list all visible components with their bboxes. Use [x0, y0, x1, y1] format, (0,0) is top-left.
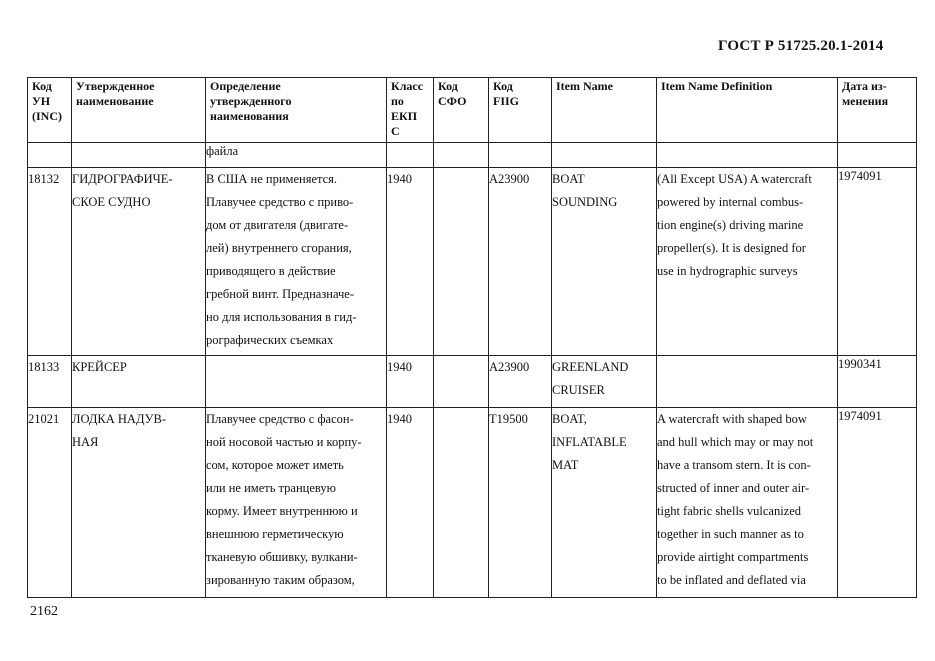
table-row	[28, 408, 917, 598]
text-line: structed of inner and outer air-	[657, 481, 810, 495]
text-line: дом от двигателя (двигате-	[206, 218, 349, 232]
text-line: tion engine(s) driving marine	[657, 218, 804, 232]
text-line: provide airtight compartments	[657, 550, 809, 564]
sfo-code-cell	[434, 356, 489, 408]
header-fiig-code	[489, 78, 552, 143]
sfo-code-cell	[434, 408, 489, 598]
header-label-line: ЕКП	[391, 109, 418, 123]
text-line: гребной винт. Предназначе-	[206, 287, 355, 301]
change-date-cell	[838, 408, 917, 598]
text-line: A watercraft with shaped bow	[657, 412, 807, 426]
cell-value: 18133	[28, 360, 60, 374]
header-item-name	[552, 78, 657, 143]
cell-value: 1974091	[838, 169, 882, 183]
text-line: have a transom stern. It is con-	[657, 458, 811, 472]
header-label-line: утвержденного	[210, 94, 292, 108]
header-label-line: Код	[438, 79, 458, 93]
text-line: Плавучее средство с приво-	[206, 195, 354, 209]
approved-name-cell	[72, 356, 206, 408]
cell-value: 21021	[28, 412, 60, 426]
inc-cell	[28, 408, 72, 598]
inc-cell	[28, 168, 72, 356]
text-line: use in hydrographic surveys	[657, 264, 798, 278]
header-change-date	[838, 78, 917, 143]
cell-value: 1990341	[838, 357, 882, 371]
header-label-line: Дата из-	[842, 79, 887, 93]
header-label-line: Item Name Definition	[661, 79, 773, 93]
text-line: но для использования в гид-	[206, 310, 357, 324]
fiig-code-cell	[489, 168, 552, 356]
text-line: propeller(s). It is designed for	[657, 241, 806, 255]
item-name-cell	[552, 356, 657, 408]
header-label-line: СФО	[438, 94, 467, 108]
cell-value: A23900	[489, 360, 530, 374]
text-line: powered by internal combus-	[657, 195, 804, 209]
text-line: КРЕЙСЕР	[72, 360, 127, 374]
fiig-code-cell	[489, 356, 552, 408]
document-code: ГОСТ Р 51725.20.1-2014	[718, 38, 884, 54]
inc-cell	[28, 356, 72, 408]
approved-definition-cell	[206, 356, 387, 408]
text-line: или не иметь транцевую	[206, 481, 336, 495]
fiig-code-cell	[489, 408, 552, 598]
text-line: (All Except USA) A watercraft	[657, 172, 812, 186]
cell-value: 1940	[387, 412, 412, 426]
header-label-line: менения	[842, 94, 889, 108]
item-definition-cell	[657, 408, 838, 598]
text-line: ЛОДКА НАДУВ-	[72, 412, 166, 426]
text-line: приводящего в действие	[206, 264, 336, 278]
text-line: ной носовой частью и корпу-	[206, 435, 362, 449]
text-line: BOAT	[552, 172, 585, 186]
approved-name-cell	[72, 408, 206, 598]
cell-value: 1940	[387, 172, 412, 186]
text-line: MAT	[552, 458, 579, 472]
item-definition-cell	[657, 356, 838, 408]
text-line: Плавучее средство с фасон-	[206, 412, 354, 426]
header-label-line: Утвержденное	[76, 79, 155, 93]
ekps-class-cell	[387, 408, 434, 598]
text-line: to be inflated and deflated via	[657, 573, 806, 587]
cell-value	[434, 408, 488, 431]
ekps-class-cell	[387, 356, 434, 408]
table-row-continuation	[28, 143, 917, 168]
table-row	[28, 356, 917, 408]
text-line: and hull which may or may not	[657, 435, 814, 449]
definition-continuation: файла	[206, 143, 387, 168]
text-line: лей) внутреннего сгорания,	[206, 241, 352, 255]
text-line: зированную таким образом,	[206, 573, 355, 587]
header-label-line: УН	[32, 94, 51, 108]
approved-definition-cell	[206, 408, 387, 598]
text-line: INFLATABLE	[552, 435, 627, 449]
text-line: НАЯ	[72, 435, 99, 449]
header-label-line: по	[391, 94, 404, 108]
header-label-line: С	[391, 124, 400, 138]
header-label-line: наименования	[210, 109, 289, 123]
item-name-cell	[552, 168, 657, 356]
text-line: CRUISER	[552, 383, 605, 397]
item-definition-cell	[657, 168, 838, 356]
header-sfo-code	[434, 78, 489, 143]
text-line: внешнюю герметическую	[206, 527, 344, 541]
text-line: сом, которое может иметь	[206, 458, 344, 472]
text-line: tight fabric shells vulcanized	[657, 504, 802, 518]
header-label-line: (INC)	[32, 109, 62, 123]
item-name-cell	[552, 408, 657, 598]
text-line: GREENLAND	[552, 360, 629, 374]
cell-value	[434, 356, 488, 379]
header-label-line: Определение	[210, 79, 281, 93]
approved-definition-cell	[206, 168, 387, 356]
sfo-code-cell	[434, 168, 489, 356]
header-label-line: Код	[493, 79, 513, 93]
cell-value: 1974091	[838, 409, 882, 423]
text-line: together in such manner as to	[657, 527, 804, 541]
text-line: В США не применяется.	[206, 172, 338, 186]
change-date-cell	[838, 356, 917, 408]
text-line: ГИДРОГРАФИЧЕ-	[72, 172, 173, 186]
cell-value	[434, 168, 488, 191]
header-approved-name	[72, 78, 206, 143]
change-date-cell	[838, 168, 917, 356]
item-table	[27, 77, 917, 598]
text-line: корму. Имеет внутреннюю и	[206, 504, 358, 518]
header-label-line: Код	[32, 79, 52, 93]
ekps-class-cell	[387, 168, 434, 356]
table-header-row	[28, 78, 917, 143]
table-row	[28, 168, 917, 356]
text-line: BOAT,	[552, 412, 587, 426]
approved-name-cell	[72, 168, 206, 356]
header-item-name-definition	[657, 78, 838, 143]
text-line: тканевую обшивку, вулкани-	[206, 550, 358, 564]
header-inc	[28, 78, 72, 143]
header-label-line: Item Name	[556, 79, 613, 93]
header-approved-definition	[206, 78, 387, 143]
text-line: SOUNDING	[552, 195, 618, 209]
cell-value: 18132	[28, 172, 60, 186]
header-label-line: Класс	[391, 79, 424, 93]
text-line: СКОЕ СУДНО	[72, 195, 151, 209]
text-line: рографических съемках	[206, 333, 334, 347]
cell-value: T19500	[489, 412, 528, 426]
header-ekps-class	[387, 78, 434, 143]
cell-value: A23900	[489, 172, 530, 186]
header-label-line: FIIG	[493, 94, 520, 108]
cell-value: 1940	[387, 360, 412, 374]
page-number: 2162	[30, 604, 58, 619]
header-label-line: наименование	[76, 94, 154, 108]
